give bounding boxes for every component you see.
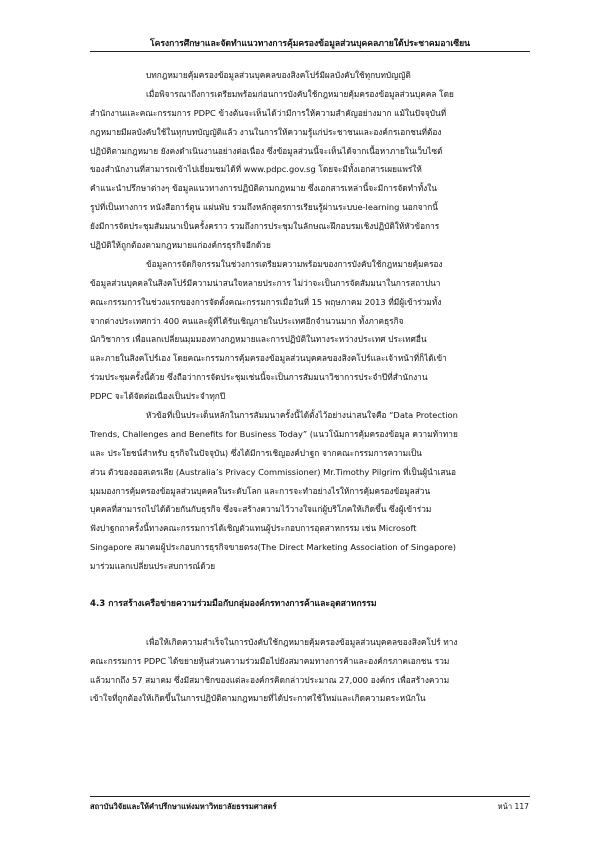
paragraph-3-line-6: บุคคลที่สามารถไปได้ด้วยกันกับธุรกิจ ซึ่งจะสร้างความไว้วางใจแก่ผู้บริโภคให้เกิดขึ้น ซึ่งผู้เข้าร่วม — [90, 504, 432, 515]
section-heading: 4.3 การสร้างเครือข่ายความร่วมมือกับกลุ่มองค์กรทางการค้าและอุตสาหกรรม — [90, 598, 377, 609]
paragraph-1-line-2: เมื่อพิจารณาถึงการเตรียมพร้อมก่อนการบังคับใช้กฎหมายคุ้มครองข้อมูลส่วนบุคคล โดย — [146, 88, 454, 99]
paragraph-4-line-1: เพื่อให้เกิดความสำเร็จในการบังคับใช้กฎหมายคุ้มครองข้อมูลส่วนบุคคลของสิงคโปร์ ทาง — [146, 636, 458, 647]
spacer — [90, 576, 530, 595]
paragraph-1-line-10: ปฏิบัติให้ถูกต้องตามกฎหมายแก่องค์กรธุรกิจอีกด้วย — [90, 240, 271, 251]
paragraph-4-line-4: เข้าใจที่ถูกต้องให้เกิดขึ้นในการปฏิบัติตามกฎหมายที่ได้ประกาศใช้ใหม่และเกิดความตระหนักใน — [90, 693, 426, 704]
paragraph-2-line-3: คณะกรรมการในช่วงแรกของการจัดตั้งคณะกรรมการเมื่อวันที่ 15 พฤษภาคม 2013 ที่มีผู้เข้าร่วมทั้ง — [90, 296, 442, 307]
paragraph-1-line-6: ของสำนักงานที่สามารถเข้าไปเยี่ยมชมได้ที่ www.pdpc.gov.sg โดยจะมีทั้งเอกสารเผยแพร่ให้ — [90, 164, 422, 175]
paragraph-2-line-5: นักวิชาการ เพื่อแลกเปลี่ยนมุมมองทางกฎหมายและการปฏิบัติในทางระหว่างประเทศ ประเทศอื่น — [90, 334, 427, 345]
footer-rule — [90, 796, 530, 797]
paragraph-2-line-8: PDPC จะได้จัดต่อเนื่องเป็นประจำทุกปี — [90, 391, 226, 402]
paragraph-2-line-2: ข้อมูลส่วนบุคคลในสิงคโปร์มีความน่าสนใจหลายประการ ไม่ว่าจะเป็นการจัดสัมมนาในการสถาปนา — [90, 277, 441, 288]
paragraph-4-line-3: แล้วมากถึง 57 สมาคม ซึ่งมีสมาชิกของแต่ละองค์กรคิดกล่าวประมาณ 27,000 องค์กร เพื่อสร้างความ — [90, 674, 450, 685]
paragraph-2-line-4: จากต่างประเทศกว่า 400 คนและผู้ที่ได้รับเชิญภายในประเทศอีกจำนวนมาก ทั้งภาคธุรกิจ — [90, 315, 404, 326]
paragraph-2-line-1: ข้อมูลการจัดกิจกรรมในช่วงการเตรียมความพร้อมของการบังคับใช้กฎหมายคุ้มครอง — [146, 258, 443, 269]
paragraph-1-line-1: บทกฎหมายคุ้มครองข้อมูลส่วนบุคคลของสิงคโปร์มีผลบังคับใช้ทุกบทบัญญัติ — [146, 70, 411, 80]
paragraph-3-line-3: และ ประโยชน์สำหรับ ธุรกิจในปัจจุบัน) ซึ่งได้มีการเชิญองค์ปาฐก จากคณะกรรมการความเป็น — [90, 447, 422, 458]
paragraph-3-line-5: มุมมองการคุ้มครองข้อมูลส่วนบุคคลในระดับโลก และการจะทำอย่างไรให้การคุ้มครองข้อมูลส่วน — [90, 485, 431, 496]
header-rule — [90, 51, 530, 52]
page-body — [90, 66, 530, 708]
paragraph-3-line-2: Trends, Challenges and Benefits for Business Today” (แนวโน้มการคุ้มครองข้อมูล ความท้าทาย — [90, 428, 458, 439]
page-number: หน้า 117 — [497, 802, 529, 811]
paragraph-3-line-4: ส่วน ตัวของออสเตรเลีย (Australia’s Privacy Commissioner) Mr.Timothy Pilgrim ที่เป็นผู้นำเสนอ — [90, 466, 457, 477]
paragraph-3-line-7: ฟังปาฐกถาครั้งนี้ทางคณะกรรมการได้เชิญตัวแทนผู้ประกอบการอุตสาหกรรม เช่น Microsoft — [90, 523, 417, 534]
paragraph-1-line-9: ยังมีการจัดประชุมสัมมนาเป็นครั้งคราว รวมถึงการประชุมในลักษณะฝึกอบรมเชิงปฏิบัติให้หัวข้อการ — [90, 221, 440, 232]
footer-institute: สถาบันวิจัยและให้คำปรึกษาแห่งมหาวิทยาลัยธรรมศาสตร์ — [90, 802, 277, 811]
paragraph-1-line-4: กฎหมายมีผลบังคับใช้ในทุกบทบัญญัติแล้ว งานในการให้ความรู้แก่ประชาชนและองค์กรเอกชนที่ต้อง — [90, 126, 442, 137]
paragraph-3-line-9: มาร่วมแลกเปลี่ยนประสบการณ์ด้วย — [90, 561, 216, 572]
running-header: โครงการศึกษาและจัดทำแนวทางการคุ้มครองข้อมูลส่วนบุคคลภายใต้ประชาคมอาเซียน — [149, 39, 471, 49]
paragraph-2-line-7: ร่วมประชุมครั้งนี้ด้วย ซึ่งถือว่าการจัดประชุมเช่นนี้จะเป็นการสัมมนาวิชาการประจำปีที่สำนักงาน — [90, 372, 428, 383]
paragraph-3-line-8: Singapore สมาคมผู้ประกอบการธุรกิจขายตรง(The Direct Marketing Association of Singapore) — [90, 542, 457, 553]
paragraph-1-line-7: คำแนะนำปรึกษาต่างๆ ข้อมูลแนวทางการปฏิบัติตามกฎหมาย ซึ่งเอกสารเหล่านี้จะมีการจัดทำทั้งใน — [90, 183, 437, 194]
paragraph-1-line-3: สำนักงานและคณะกรรมการ PDPC ข้างต้นจะเห็นได้ว่ามีการให้ความสำคัญอย่างมาก แม้ในปัจจุบันที่ — [90, 107, 447, 118]
paragraph-4-line-2: คณะกรรมการ PDPC ได้ขยายหุ้นส่วนความร่วมมือไปยังสมาคมทางการค้าและองค์กรภาคเอกชน รวม — [90, 655, 450, 666]
paragraph-2-line-6: และภายในสิงคโปร์เอง โดยคณะกรรมการคุ้มครองข้อมูลส่วนบุคคลของสิงคโปร์และเจ้าหน้าที่ก็ได้เข้า — [90, 353, 447, 364]
paragraph-1-line-5: ปฏิบัติตามกฎหมาย ยังคงดำเนินงานอย่างต่อเนื่อง ซึ่งข้อมูลส่วนนี้จะเห็นได้จากเนื้อหาภายในเว็บไซต์ — [90, 145, 443, 156]
spacer — [90, 614, 530, 633]
paragraph-3-line-1: หัวข้อที่เป็นประเด็นหลักในการสัมมนาครั้งนี้ได้ตั้งไว้อย่างน่าสนใจคือ “Data Protection — [146, 410, 458, 421]
paragraph-1-line-8: รูปที่เป็นทางการ หนังสือการ์ตูน แผ่นพับ รวมถึงหลักสูตรการเรียนรู้ผ่านระบบe-learning นอกจากนี้ — [90, 202, 438, 213]
